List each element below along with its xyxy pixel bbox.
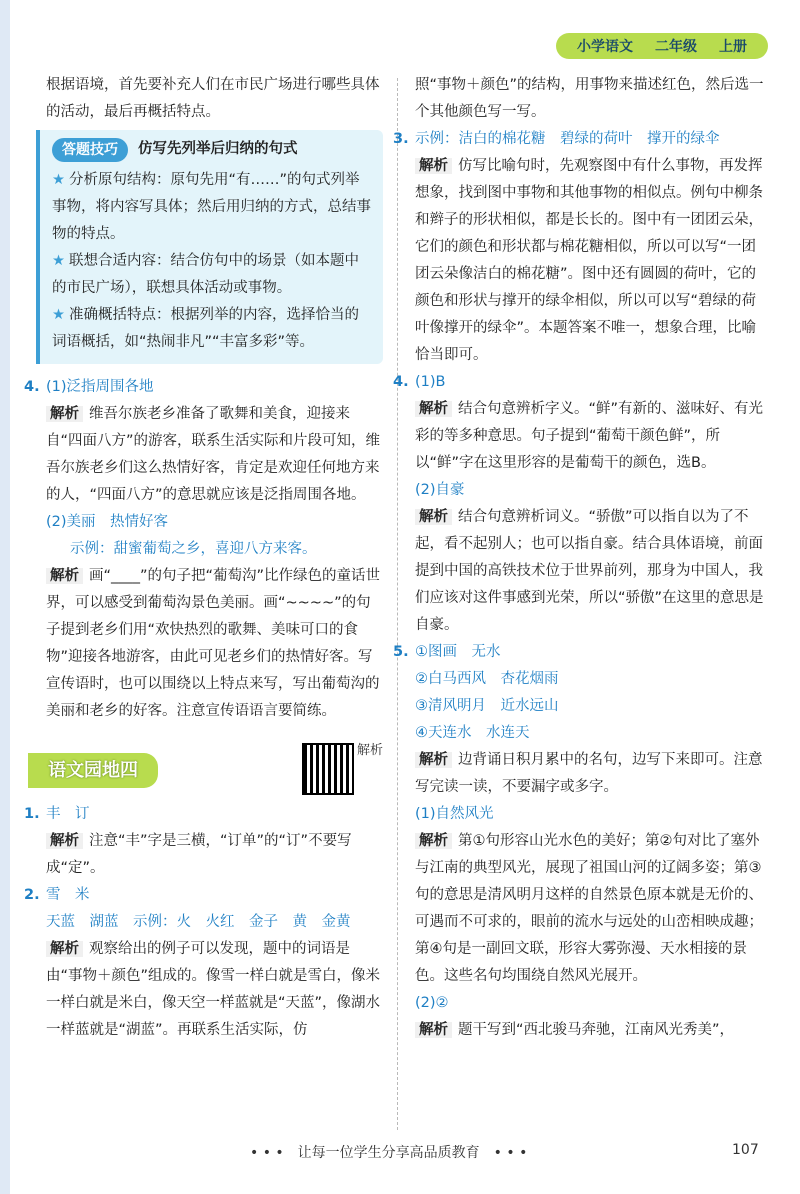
q5-exp2: 解析 第①句形容山光水色的美好；第②句对比了塞外与江南的典型风光，展现了祖国山河的辽阔多姿；第③句的意思是清风明月这样的自然景色原本就是无价的、可遇而不可求的，眼前的流水与远处的山峦相映成趣；第④句是一副回文联，形容大雾弥漫、天水相接的景色。这些名句均围绕自然风光展开。 xyxy=(415,833,763,984)
q5-answer3: ③清风明月 近水远山 xyxy=(415,698,559,714)
left-column xyxy=(24,72,383,1044)
section-header xyxy=(28,743,383,795)
q1-answer: 1. 丰 订 xyxy=(24,806,90,822)
q4-exp1: 解析 维吾尔族老乡准备了歌舞和美食，迎接来自“四面八方”的游客，联系生活实际和片段可知，维吾尔族老乡们这么热情好客，肯定是欢迎任何地方来的人，“四面八方”的意思就应该是泛指周围各地。 xyxy=(46,406,381,503)
q1-exp: 解析 注意“丰”字是三横，“订单”的“订”不要写成“定”。 xyxy=(46,833,352,876)
qr-code-icon[interactable] xyxy=(302,743,354,795)
q5-exp3: 解析 题干写到“西北骏马奔驰，江南风光秀美”， xyxy=(415,1017,770,1044)
r-q4-exp2: 解析 结合句意辨析词义。“骄傲”可以指自以为了不起，看不起别人；也可以指自豪。结合具体语境，前面提到中国的高铁技术位于世界前列，那身为中国人，我们应该对这件事感到光荣，所以“骄傲”在这里的意思是自豪。 xyxy=(415,509,764,633)
q5-answer2: ②白马西风 杏花烟雨 xyxy=(415,671,559,687)
q3-answer: 3. 示例：洁白的棉花糖 碧绿的荷叶 撑开的绿伞 xyxy=(393,131,720,147)
continued-text: 照“事物＋颜色”的结构，用事物来描述红色，然后选一个其他颜色写一写。 xyxy=(415,77,764,120)
header-term: 上册 xyxy=(719,39,747,55)
q3-exp: 解析 仿写比喻句时，先观察图中有什么事物，再发挥想象，找到图中事物和其他事物的相似点。例句中柳条和辫子的形状相似，都是长长的。图中有一团团云朵，它们的颜色和形状都与棉花糖相似，所以可以写“一团团云朵像洁白的棉花糖”。图中还有圆圆的荷叶，它的颜色和形状与撑开的绿伞相似，所以可以写“碧绿的荷叶像撑开的绿伞”。本题答案不唯一，想象合理，比喻恰当即可。 xyxy=(415,158,763,363)
q5-exp1: 解析 边背诵日积月累中的名句，边写下来即可。注意写完读一读，不要漏字或多字。 xyxy=(415,752,763,795)
q2-answer: 2. 雪 米 xyxy=(24,887,90,903)
q4-answer2: (2)美丽 热情好客 xyxy=(46,514,169,530)
q5-answer4: ④天连水 水连天 xyxy=(415,725,530,741)
q4-exp2: 解析 画“____”的句子把“葡萄沟”比作绿色的童话世界，可以感受到葡萄沟景色美丽。画“~~~~”的句子提到老乡们用“欢快热烈的歌舞、美味可口的食物”迎接各地游客，由此可见老乡们的热情好客。写宣传语时，也可以围绕以上特点来写，写出葡萄沟的美丽和老乡的好客。注意宣传语语言要简练。 xyxy=(46,568,381,719)
q4-example: 示例：甜蜜葡萄之乡，喜迎八方来客。 xyxy=(70,541,317,557)
star-icon: ★ xyxy=(52,172,65,188)
q4-answer1: 4. (1)泛指周围各地 xyxy=(24,379,154,395)
r-q4-answer2: (2)自豪 xyxy=(415,482,465,498)
tip-box xyxy=(36,130,383,364)
section-title: 语文园地四 xyxy=(28,753,158,788)
q5-answer1: 5. ①图画 无水 xyxy=(393,644,501,660)
page-edge xyxy=(0,0,10,1194)
header-grade: 二年级 xyxy=(655,39,697,55)
tip-badge: 答题技巧 xyxy=(52,138,128,162)
column-divider xyxy=(397,78,398,1130)
tip-title: 仿写先列举后归纳的句式 xyxy=(138,141,298,157)
footer-slogan: • • • 让每一位学生分享高品质教育 • • • xyxy=(250,1145,528,1161)
q2-exp: 解析 观察给出的例子可以发现，题中的词语是由“事物＋颜色”组成的。像雪一样白就是雪白，像米一样白就是米白，像天空一样蓝就是“天蓝”，像湖水一样蓝就是“湖蓝”。再联系生活实际，仿 xyxy=(46,941,381,1038)
header-subject: 小学语文 xyxy=(577,39,633,55)
star-icon: ★ xyxy=(52,253,65,269)
book-header xyxy=(556,33,768,59)
q5-sub2: (2)② xyxy=(415,995,449,1011)
intro-text: 根据语境，首先要补充人们在市民广场进行哪些具体的活动，最后再概括特点。 xyxy=(46,77,380,120)
q5-sub1: (1)自然风光 xyxy=(415,806,494,822)
tip-item: ★ 联想合适内容：结合仿句中的场景（如本题中的市民广场），联想具体活动或事物。 xyxy=(52,253,359,296)
star-icon: ★ xyxy=(52,307,65,323)
r-q4-exp1: 解析 结合句意辨析字义。“鲜”有新的、滋味好、有光彩的等多种意思。句子提到“葡萄干颜色鲜”，所以“鲜”字在这里形容的是葡萄干的颜色，选B。 xyxy=(415,401,764,471)
tip-item: ★ 准确概括特点：根据列举的内容，选择恰当的词语概括，如“热闹非凡”“丰富多彩”等。 xyxy=(52,307,359,350)
analysis-tag: 解析 xyxy=(46,406,83,422)
page-number: 107 xyxy=(732,1142,759,1158)
right-column xyxy=(393,72,770,1044)
tip-item: ★ 分析原句结构：原句先用“有……”的句式列举事物，将内容写具体；然后用归纳的方式，总结事物的特点。 xyxy=(52,172,371,242)
r-q4-answer1: 4. (1)B xyxy=(393,374,446,390)
qr-label: 解析 xyxy=(356,743,383,758)
q2-answer2: 天蓝 湖蓝 示例：火 火红 金子 黄 金黄 xyxy=(46,914,351,930)
